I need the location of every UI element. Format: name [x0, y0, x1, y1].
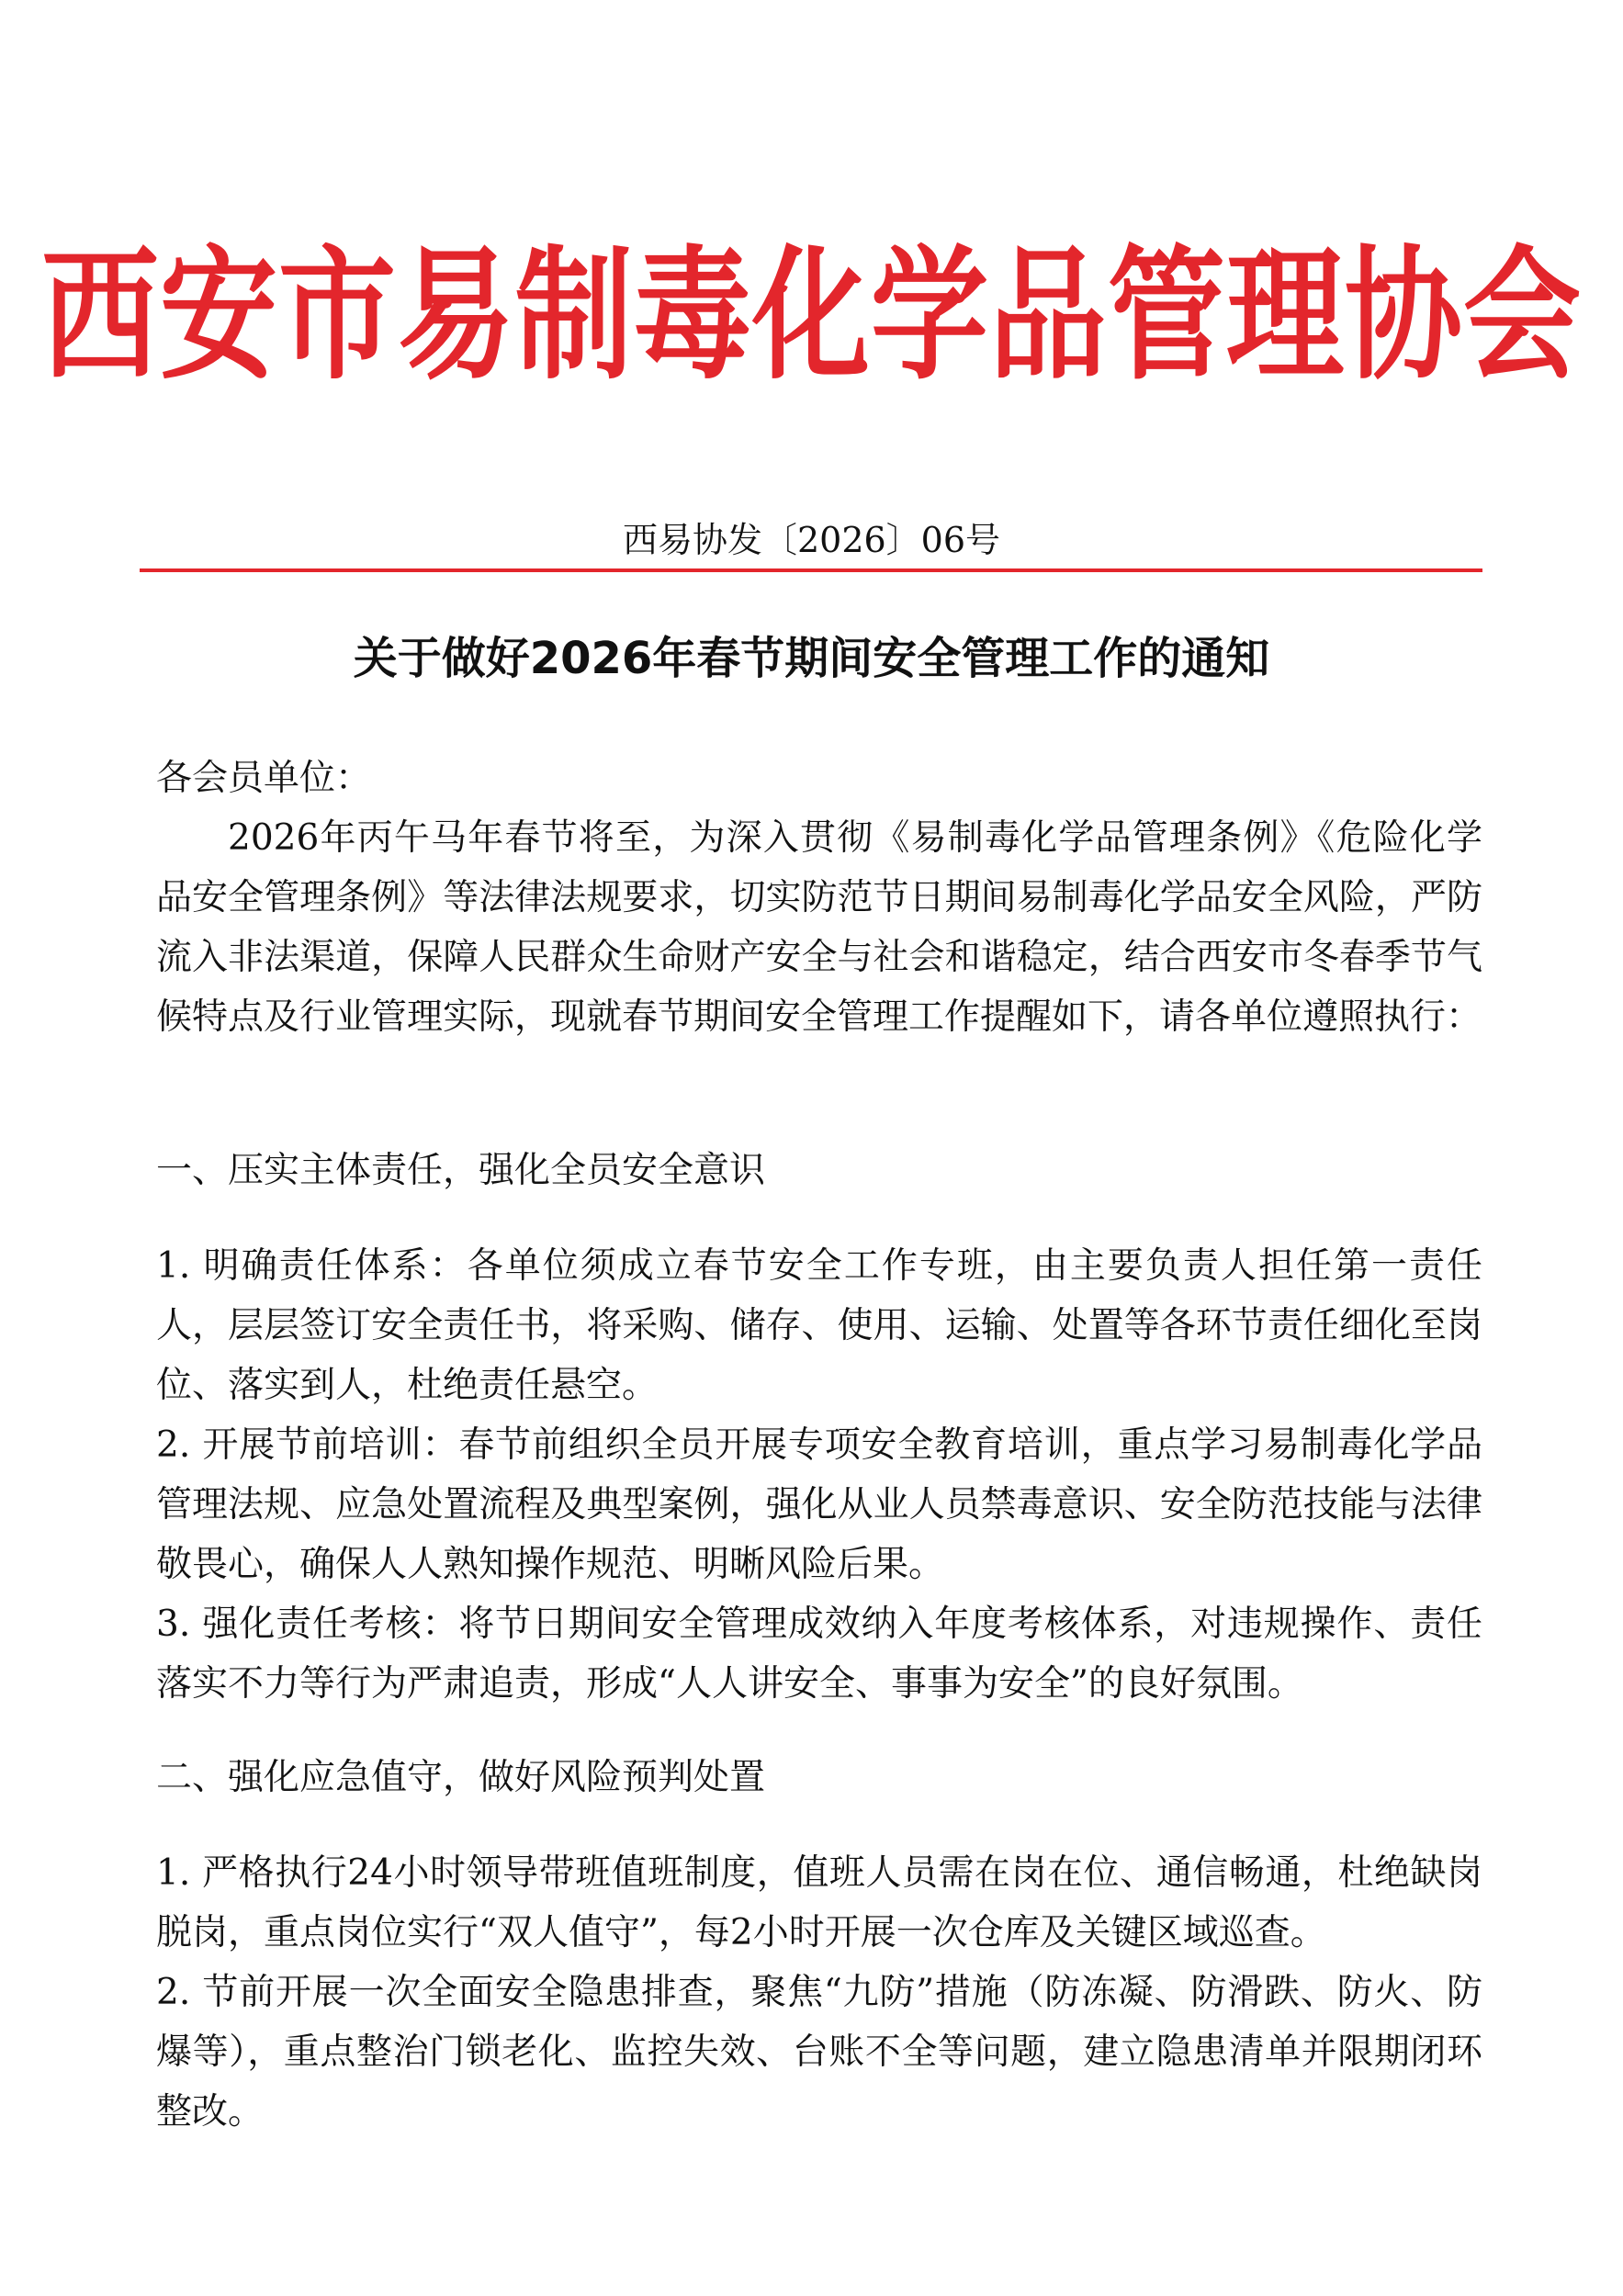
section-heading: 二、强化应急值守，做好风险预判处置	[156, 1757, 766, 1798]
section-item: 3. 强化责任考核：将节日期间安全管理成效纳入年度考核体系，对违规操作、责任落实不力等行为严肃追责，形成“人人讲安全、事事为安全”的良好氛围。	[156, 1604, 1482, 1705]
organization-header: 西安市易制毒化学品管理协会	[40, 232, 1582, 400]
section-item: 2. 开展节前培训：春节前组织全员开展专项安全教育培训，重点学习易制毒化学品管理法规、应急处置流程及典型案例，强化从业人员禁毒意识、安全防范技能与法律敬畏心，确保人人熟知操作规范、明晰风险后果。	[156, 1424, 1482, 1585]
section-item: 1. 严格执行24小时领导带班值班制度，值班人员需在岗在位、通信畅通，杜绝缺岗脱岗，重点岗位实行“双人值守”，每2小时开展一次仓库及关键区域巡查。	[156, 1852, 1482, 1953]
section-heading: 一、压实主体责任，强化全员安全意识	[156, 1150, 766, 1191]
document-title: 关于做好2026年春节期间安全管理工作的通知	[353, 633, 1270, 684]
section-item: 2. 节前开展一次全面安全隐患排查，聚焦“九防”措施（防冻凝、防滑跌、防火、防爆等），重点整治门锁老化、监控失效、台账不全等问题，建立隐患清单并限期闭环整改。	[156, 1972, 1482, 2133]
section-item: 1. 明确责任体系：各单位须成立春节安全工作专班，由主要负责人担任第一责任人，层层签订安全责任书，将采购、储存、使用、运输、处置等各环节责任细化至岗位、落实到人，杜绝责任悬空。	[156, 1245, 1482, 1406]
document-number: 西易协发〔2026〕06号	[622, 520, 1001, 560]
red-divider-line	[140, 568, 1482, 572]
salutation: 各会员单位：	[156, 758, 372, 799]
intro-paragraph: 2026年丙午马年春节将至，为深入贯彻《易制毒化学品管理条例》《危险化学品安全管理条例》等法律法规要求，切实防范节日期间易制毒化学品安全风险，严防流入非法渠道，保障人民群众生命财产安全与社会和谐稳定，结合西安市冬春季节气候特点及行业管理实际，现就春节期间安全管理工作提醒如下，请各单位遵照执行：	[156, 817, 1482, 1038]
